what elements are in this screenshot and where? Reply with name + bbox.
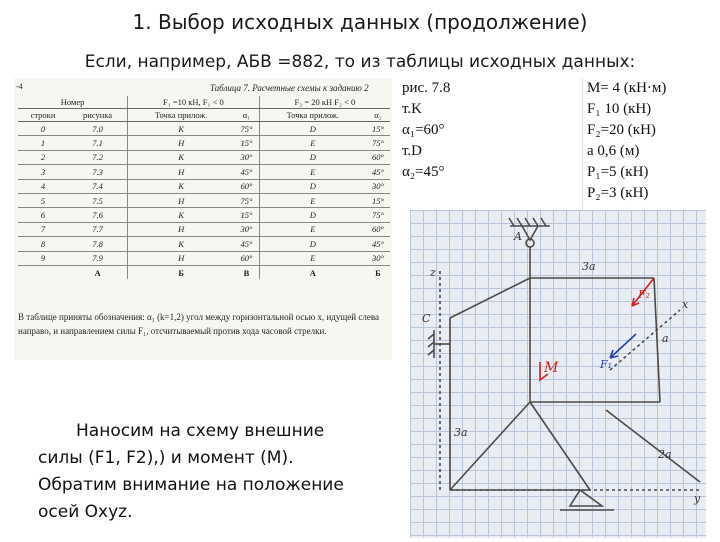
variant-line: т.D [402, 143, 423, 159]
table-cell: 7 [18, 222, 68, 236]
sketch-label-3a-left: 3a [454, 426, 468, 439]
given-line: P₂=3 (кН) [587, 185, 649, 201]
table-cell: 60° [366, 150, 390, 164]
frame-brace [530, 402, 590, 490]
table-column-header: α₁ [234, 109, 259, 122]
table-cell: 0 [18, 122, 68, 136]
table-row [18, 222, 390, 236]
variant-selection-block [398, 78, 480, 200]
table-row [18, 165, 390, 179]
sketch-label-a-right: a [662, 332, 669, 345]
body-text-line: Обратим внимание на положение [38, 475, 344, 495]
frame-top-diagonal [450, 278, 530, 318]
variant-line: α₁=60° [402, 122, 445, 138]
table-cell: 7.9 [68, 251, 128, 265]
table-cell: 30° [366, 179, 390, 193]
table-cell: 75° [234, 193, 259, 207]
table-cell: 30° [234, 150, 259, 164]
table-cell: 2 [18, 150, 68, 164]
table-note: В таблице приняты обозначения: α₁ (k=1,2) угол между горизонтальной осью x, идущей слева направо, и направлением силы F₁, отсчитываемый против хода часовой стрелки. [18, 312, 379, 336]
sketch-label-3a-top: 3a [582, 260, 596, 273]
frame-bottom-diagonal [450, 402, 530, 490]
table-group-header: F₂ = 20 кН F₂ < 0 [259, 96, 390, 109]
table-cell: 5 [18, 193, 68, 207]
table-footer-cell: В [243, 267, 250, 278]
table-cell: E [259, 136, 366, 150]
table-cell: D [259, 122, 366, 136]
sketch-label-m: M [544, 360, 559, 376]
given-line: M= 4 (кН·м) [587, 80, 667, 96]
top-hinge-triangle [522, 226, 538, 240]
table-cell: 7.5 [68, 193, 128, 207]
table-row [18, 179, 390, 193]
table-cell: E [259, 251, 366, 265]
variant-line: рис. 7.8 [402, 80, 451, 96]
table-cell: D [259, 237, 366, 251]
body-text [38, 418, 388, 526]
frame-sketch-drawing [410, 210, 706, 538]
table-group-header: F₁ =10 кН, F₁ < 0 [128, 96, 260, 109]
table-cell: D [259, 208, 366, 222]
table-row [18, 237, 390, 251]
table-cell: H [128, 193, 235, 207]
table-cell: 30° [234, 222, 259, 236]
table-cell: K [128, 150, 235, 164]
table-cell: 75° [366, 136, 390, 150]
table-cell: 7.2 [68, 150, 128, 164]
table-cell: E [259, 193, 366, 207]
table-cell: E [259, 222, 366, 236]
table-cell: 7.0 [68, 122, 128, 136]
table-footer-cell: Б [375, 267, 381, 278]
variant-line: т.K [402, 101, 423, 117]
table-column-header: рисунка [68, 109, 128, 122]
source-data-table-scan [14, 78, 392, 360]
table-footer-cell: А [259, 265, 366, 279]
sketch-label-f2: F₂ [638, 288, 651, 301]
table-cell: D [259, 179, 366, 193]
table-column-header: Точка прилож. [259, 109, 366, 122]
table-cell: H [128, 222, 235, 236]
body-text-line: осей Oxyz. [38, 502, 133, 522]
table-footer-cell: А [94, 267, 101, 278]
sketch-label-z: z [430, 266, 436, 279]
table-row [18, 122, 390, 136]
table-column-header: α₂ [366, 109, 390, 122]
sketch-label-y: y [694, 492, 701, 505]
table-cell: H [128, 251, 235, 265]
sketch-label-2a: 2a [658, 448, 672, 461]
given-line: F₁ 10 (кН) [587, 101, 652, 117]
table-cell: 7.3 [68, 165, 128, 179]
table-cell: 45° [366, 165, 390, 179]
table-body [18, 122, 390, 266]
force-f1-arrow [610, 334, 636, 358]
sketch-label-a: A [514, 230, 522, 243]
table-cell: 75° [366, 208, 390, 222]
table-cell: 7.4 [68, 179, 128, 193]
table-cell: 7.6 [68, 208, 128, 222]
given-line: P₁=5 (кН) [587, 164, 649, 180]
body-text-line: силы (F1, F2),) и момент (M). [38, 448, 294, 468]
table-cell: 60° [234, 251, 259, 265]
table-column-header: строки [18, 109, 68, 122]
table-cell: 7.1 [68, 136, 128, 150]
table-column-header: Точка прилож. [128, 109, 235, 122]
table-row [18, 150, 390, 164]
sketch-label-c: C [422, 312, 431, 325]
table-footer-cell [18, 265, 68, 279]
variant-line: α₂=45° [402, 164, 445, 180]
table-row [18, 251, 390, 265]
table-cell: 60° [234, 179, 259, 193]
table-group-header: Номер [18, 96, 128, 109]
table-cell: 1 [18, 136, 68, 150]
table-caption: Таблица 7. Расчетные схемы к заданию 2 [210, 83, 369, 93]
table-row [18, 136, 390, 150]
table-footer-cell: Б [128, 265, 235, 279]
slide-subtitle: Если, например, АБВ =882, то из таблицы исходных данных: [84, 52, 636, 72]
dimension-2a [606, 410, 700, 482]
table-cell: 15° [366, 122, 390, 136]
table-cell: 4 [18, 179, 68, 193]
table-row [18, 208, 390, 222]
table-cell: 45° [234, 165, 259, 179]
table-cell: K [128, 122, 235, 136]
table-cell: 3 [18, 165, 68, 179]
table-cell: 15° [366, 193, 390, 207]
x-axis [610, 310, 680, 370]
sketch-label-f1: F₁ [600, 358, 613, 371]
table-cell: 8 [18, 237, 68, 251]
body-text-line: Наносим на схему внешние [76, 421, 325, 441]
table-cell: 45° [366, 237, 390, 251]
wall-hatch [428, 334, 434, 355]
table-cell: 30° [366, 251, 390, 265]
table-cell: 60° [366, 222, 390, 236]
given-line: F₂=20 (кН) [587, 122, 656, 138]
table-cell: 15° [234, 136, 259, 150]
table-row [18, 193, 390, 207]
source-data-table [18, 96, 390, 279]
table-cell: 45° [234, 237, 259, 251]
table-cell: H [128, 165, 235, 179]
frame-sketch-graph-paper [410, 210, 706, 538]
table-cell: E [259, 165, 366, 179]
table-cell: K [128, 237, 235, 251]
table-cell: 7.8 [68, 237, 128, 251]
table-cell: K [128, 208, 235, 222]
table-cell: 7.7 [68, 222, 128, 236]
table-cell: K [128, 179, 235, 193]
table-cell: 6 [18, 208, 68, 222]
table-cell: H [128, 136, 235, 150]
table-cell: D [259, 150, 366, 164]
given-line: a 0,6 (м) [587, 143, 640, 159]
table-corner-mark: -4 [16, 82, 23, 91]
sketch-label-x: x [682, 298, 689, 311]
slide-title: 1. Выбор исходных данных (продолжение) [132, 10, 588, 34]
frame-right-post [654, 278, 660, 402]
bottom-support-triangle [570, 490, 602, 506]
table-cell: 9 [18, 251, 68, 265]
ceiling-hatch [509, 218, 546, 226]
given-values-block [582, 78, 697, 210]
table-cell: 15° [234, 208, 259, 222]
table-cell: 75° [234, 122, 259, 136]
